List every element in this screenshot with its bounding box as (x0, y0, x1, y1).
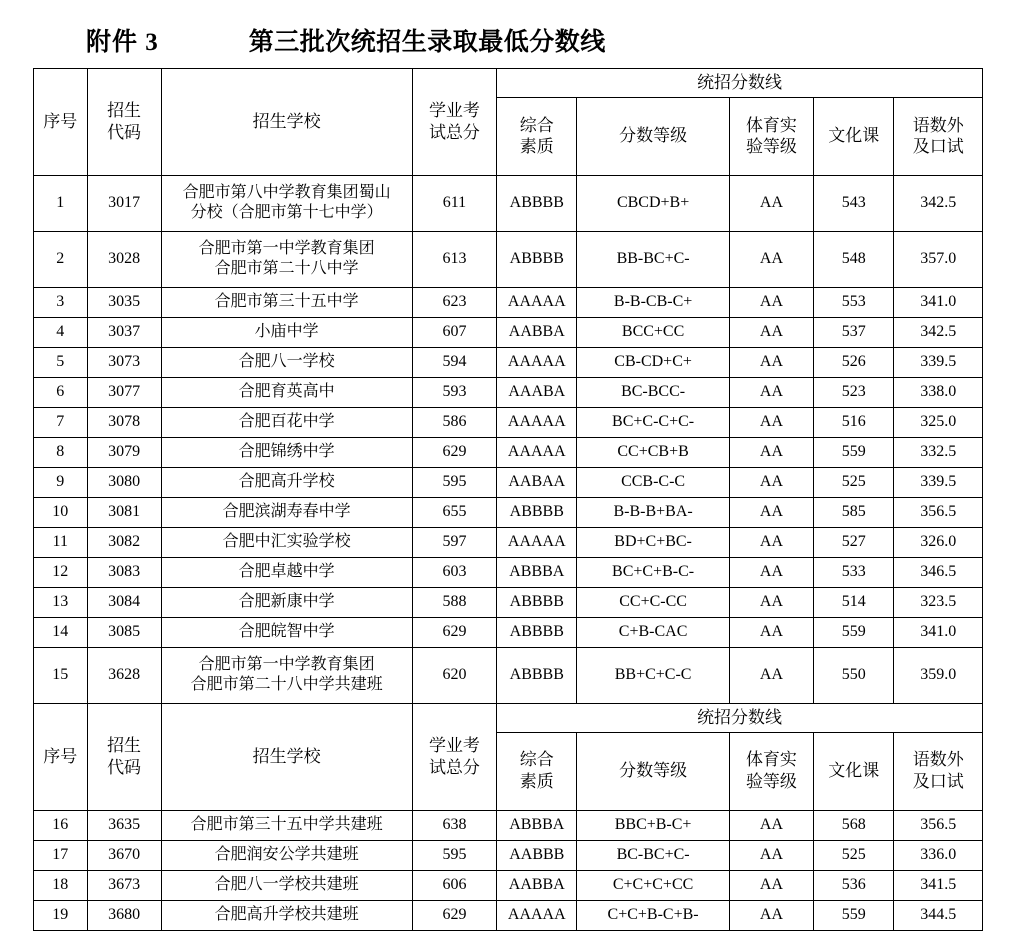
cell-pe: AA (729, 617, 813, 647)
cell-school (161, 647, 412, 703)
header-quality (497, 97, 577, 175)
table-row (34, 647, 983, 703)
cell-total: 623 (412, 287, 496, 317)
cell-code: 3680 (87, 900, 161, 930)
cell-grade: BC+C-C+C- (577, 407, 729, 437)
cell-pe: AA (729, 900, 813, 930)
school-line: 合肥市第一中学教育集团 (198, 655, 375, 673)
cell-seq: 16 (34, 810, 88, 840)
cell-total: 595 (412, 467, 496, 497)
cell-pe: AA (729, 317, 813, 347)
header-school-2: 招生学校 (161, 703, 412, 810)
header-pe (729, 97, 813, 175)
table-row (34, 175, 983, 231)
cell-school: 合肥滨湖寿春中学 (161, 497, 412, 527)
cell-lang: 356.5 (894, 497, 983, 527)
cell-culture: 559 (814, 437, 894, 467)
cell-culture: 527 (814, 527, 894, 557)
header-pe-line2: 验等级 (745, 772, 797, 791)
header-lang-line1: 语数外 (912, 750, 964, 770)
cell-grade: CB-CD+C+ (577, 347, 729, 377)
cell-school: 小庙中学 (161, 317, 412, 347)
cell-culture: 525 (814, 840, 894, 870)
table-row (34, 317, 983, 347)
cell-code: 3080 (87, 467, 161, 497)
header-pe-line2: 验等级 (745, 137, 797, 157)
cell-school (161, 231, 412, 287)
cell-culture: 548 (814, 231, 894, 287)
cell-seq: 15 (34, 647, 88, 703)
cell-grade: BCC+CC (577, 317, 729, 347)
cell-quality: ABBBB (497, 231, 577, 287)
header-quality-line2: 素质 (519, 137, 554, 157)
header-quality-2 (497, 732, 577, 810)
cell-lang: 341.0 (894, 617, 983, 647)
cell-school: 合肥市第三十五中学共建班 (161, 810, 412, 840)
header-total (412, 69, 496, 176)
cell-code: 3078 (87, 407, 161, 437)
cell-lang: 359.0 (894, 647, 983, 703)
cell-quality: AAAAA (497, 900, 577, 930)
school-line: 合肥市第一中学教育集团 (198, 239, 375, 257)
cell-seq: 1 (34, 175, 88, 231)
cell-culture: 559 (814, 900, 894, 930)
header-pe-2 (729, 732, 813, 810)
cell-code: 3017 (87, 175, 161, 231)
cell-seq: 8 (34, 437, 88, 467)
cell-culture: 550 (814, 647, 894, 703)
cell-seq: 2 (34, 231, 88, 287)
cell-pe: AA (729, 497, 813, 527)
cell-code: 3081 (87, 497, 161, 527)
header-seq: 序号 (34, 69, 88, 176)
table-row (34, 527, 983, 557)
cell-quality: ABBBB (497, 647, 577, 703)
cell-pe: AA (729, 467, 813, 497)
table-row (34, 587, 983, 617)
header-grade-2: 分数等级 (577, 732, 729, 810)
header-quality-line2: 素质 (519, 772, 554, 791)
cell-school: 合肥高升学校 (161, 467, 412, 497)
cell-total: 593 (412, 377, 496, 407)
cell-code: 3082 (87, 527, 161, 557)
cell-total: 638 (412, 810, 496, 840)
cell-total: 607 (412, 317, 496, 347)
header-total-line2: 试总分 (428, 757, 480, 777)
cell-grade: BD+C+BC- (577, 527, 729, 557)
cell-lang: 346.5 (894, 557, 983, 587)
header-group-score-line: 统招分数线 (497, 69, 983, 98)
header-lang-line1: 语数外 (912, 115, 964, 135)
header-culture: 文化课 (814, 97, 894, 175)
school-line: 合肥市第二十八中学共建班 (190, 676, 383, 694)
cell-total: 629 (412, 437, 496, 467)
cell-total: 597 (412, 527, 496, 557)
school-line: 合肥市第二十八中学 (214, 260, 359, 278)
cell-total: 586 (412, 407, 496, 437)
header-code-line1: 招生 (107, 735, 142, 755)
cell-lang: 341.5 (894, 870, 983, 900)
table-row (34, 377, 983, 407)
cell-quality: ABBBB (497, 497, 577, 527)
cell-quality: AABBA (497, 870, 577, 900)
cell-pe: AA (729, 437, 813, 467)
cell-grade: BB+C+C-C (577, 647, 729, 703)
cell-pe: AA (729, 347, 813, 377)
cell-code: 3037 (87, 317, 161, 347)
cell-quality: ABBBB (497, 617, 577, 647)
table-row (34, 497, 983, 527)
header-seq-2: 序号 (34, 703, 88, 810)
cell-quality: AAAAA (497, 437, 577, 467)
cell-culture: 516 (814, 407, 894, 437)
cell-lang: 356.5 (894, 810, 983, 840)
table-row (34, 900, 983, 930)
cell-seq: 12 (34, 557, 88, 587)
cell-total: 588 (412, 587, 496, 617)
attachment-label: 附件 3 (86, 29, 159, 56)
cell-lang: 325.0 (894, 407, 983, 437)
cell-quality: ABBBB (497, 587, 577, 617)
table-row (34, 231, 983, 287)
table-row (34, 287, 983, 317)
cell-school: 合肥中汇实验学校 (161, 527, 412, 557)
cell-total: 594 (412, 347, 496, 377)
cell-code: 3085 (87, 617, 161, 647)
cell-quality: AAAAA (497, 527, 577, 557)
cell-seq: 10 (34, 497, 88, 527)
cell-grade: CC+C-CC (577, 587, 729, 617)
cell-grade: CBCD+B+ (577, 175, 729, 231)
cell-culture: 536 (814, 870, 894, 900)
cell-total: 629 (412, 900, 496, 930)
cell-seq: 14 (34, 617, 88, 647)
cell-quality: ABBBA (497, 557, 577, 587)
cell-grade: BB-BC+C- (577, 231, 729, 287)
cell-code: 3077 (87, 377, 161, 407)
header-grade: 分数等级 (577, 97, 729, 175)
cell-culture: 514 (814, 587, 894, 617)
cell-grade: B-B-B+BA- (577, 497, 729, 527)
table-row (34, 617, 983, 647)
cell-total: 620 (412, 647, 496, 703)
cell-lang: 339.5 (894, 467, 983, 497)
header-culture-2: 文化课 (814, 732, 894, 810)
cell-total: 611 (412, 175, 496, 231)
cell-quality: ABBBB (497, 175, 577, 231)
cell-code: 3635 (87, 810, 161, 840)
header-pe-line1: 体育实 (745, 115, 797, 135)
cell-grade: BBC+B-C+ (577, 810, 729, 840)
cell-seq: 9 (34, 467, 88, 497)
page-title: 第三批次统招生录取最低分数线 (248, 29, 606, 56)
cell-seq: 13 (34, 587, 88, 617)
cell-pe: AA (729, 810, 813, 840)
cell-grade: CCB-C-C (577, 467, 729, 497)
cell-lang: 336.0 (894, 840, 983, 870)
cell-seq: 19 (34, 900, 88, 930)
cell-pe: AA (729, 587, 813, 617)
cell-lang: 339.5 (894, 347, 983, 377)
cell-school: 合肥卓越中学 (161, 557, 412, 587)
cell-seq: 6 (34, 377, 88, 407)
header-lang-line2: 及口试 (912, 772, 964, 791)
cell-seq: 11 (34, 527, 88, 557)
cell-seq: 7 (34, 407, 88, 437)
cell-lang: 342.5 (894, 317, 983, 347)
cell-code: 3670 (87, 840, 161, 870)
table-header-row-top-2 (34, 703, 983, 732)
cell-quality: AABAA (497, 467, 577, 497)
header-total-2 (412, 703, 496, 810)
table-row (34, 407, 983, 437)
cell-school: 合肥市第三十五中学 (161, 287, 412, 317)
cell-grade: BC-BCC- (577, 377, 729, 407)
cell-grade: C+B-CAC (577, 617, 729, 647)
cell-culture: 585 (814, 497, 894, 527)
header-group-score-line-2: 统招分数线 (497, 703, 983, 732)
cell-seq: 3 (34, 287, 88, 317)
cell-pe: AA (729, 870, 813, 900)
cell-lang: 341.0 (894, 287, 983, 317)
header-code-line2: 代码 (107, 122, 142, 142)
cell-culture: 525 (814, 467, 894, 497)
header-code-2 (87, 703, 161, 810)
cell-pe: AA (729, 231, 813, 287)
cell-code: 3079 (87, 437, 161, 467)
table-header-row-top (34, 69, 983, 98)
cell-school: 合肥高升学校共建班 (161, 900, 412, 930)
cell-culture: 553 (814, 287, 894, 317)
cell-pe: AA (729, 557, 813, 587)
header-quality-line1: 综合 (519, 750, 554, 770)
table-row (34, 810, 983, 840)
cell-code: 3673 (87, 870, 161, 900)
cell-grade: CC+CB+B (577, 437, 729, 467)
cell-seq: 4 (34, 317, 88, 347)
cell-culture: 543 (814, 175, 894, 231)
header-total-line1: 学业考 (428, 101, 480, 121)
header-lang-2 (894, 732, 983, 810)
cell-quality: AABBA (497, 317, 577, 347)
cell-school: 合肥新康中学 (161, 587, 412, 617)
score-line-table (33, 68, 983, 931)
cell-seq: 18 (34, 870, 88, 900)
cell-total: 603 (412, 557, 496, 587)
cell-lang: 344.5 (894, 900, 983, 930)
table-row (34, 557, 983, 587)
header-total-line2: 试总分 (428, 122, 480, 142)
cell-lang: 357.0 (894, 231, 983, 287)
cell-grade: BC+C+B-C- (577, 557, 729, 587)
cell-school: 合肥润安公学共建班 (161, 840, 412, 870)
cell-pe: AA (729, 407, 813, 437)
cell-lang: 326.0 (894, 527, 983, 557)
cell-culture: 537 (814, 317, 894, 347)
cell-school (161, 175, 412, 231)
header-pe-line1: 体育实 (745, 750, 797, 770)
cell-pe: AA (729, 287, 813, 317)
cell-code: 3028 (87, 231, 161, 287)
cell-pe: AA (729, 840, 813, 870)
cell-pe: AA (729, 377, 813, 407)
cell-grade: C+C+C+CC (577, 870, 729, 900)
cell-school: 合肥八一学校共建班 (161, 870, 412, 900)
cell-quality: AAAAA (497, 407, 577, 437)
cell-seq: 17 (34, 840, 88, 870)
header-lang (894, 97, 983, 175)
cell-school: 合肥百花中学 (161, 407, 412, 437)
school-line: 合肥市第八中学教育集团蜀山 (182, 183, 391, 201)
cell-quality: AAABA (497, 377, 577, 407)
cell-code: 3073 (87, 347, 161, 377)
cell-grade: BC-BC+C- (577, 840, 729, 870)
school-line: 分校（合肥市第十七中学） (190, 204, 383, 222)
cell-quality: AABBB (497, 840, 577, 870)
cell-total: 655 (412, 497, 496, 527)
table-row (34, 347, 983, 377)
cell-lang: 323.5 (894, 587, 983, 617)
cell-total: 613 (412, 231, 496, 287)
header-lang-line2: 及口试 (912, 137, 964, 157)
cell-quality: AAAAA (497, 347, 577, 377)
table-row (34, 467, 983, 497)
cell-culture: 568 (814, 810, 894, 840)
table-row (34, 870, 983, 900)
table-row (34, 840, 983, 870)
cell-school: 合肥锦绣中学 (161, 437, 412, 467)
cell-pe: AA (729, 175, 813, 231)
cell-lang: 338.0 (894, 377, 983, 407)
cell-grade: C+C+B-C+B- (577, 900, 729, 930)
cell-quality: ABBBA (497, 810, 577, 840)
document-header (0, 0, 1016, 68)
cell-code: 3035 (87, 287, 161, 317)
table-row (34, 437, 983, 467)
cell-code: 3628 (87, 647, 161, 703)
header-quality-line1: 综合 (519, 115, 554, 135)
cell-school: 合肥八一学校 (161, 347, 412, 377)
cell-culture: 526 (814, 347, 894, 377)
cell-grade: B-B-CB-C+ (577, 287, 729, 317)
cell-total: 606 (412, 870, 496, 900)
cell-code: 3083 (87, 557, 161, 587)
header-code-line2: 代码 (107, 757, 142, 777)
cell-pe: AA (729, 647, 813, 703)
cell-total: 629 (412, 617, 496, 647)
header-total-line1: 学业考 (428, 735, 480, 755)
header-code-line1: 招生 (107, 101, 142, 121)
cell-lang: 332.5 (894, 437, 983, 467)
cell-seq: 5 (34, 347, 88, 377)
cell-culture: 559 (814, 617, 894, 647)
cell-code: 3084 (87, 587, 161, 617)
cell-quality: AAAAA (497, 287, 577, 317)
cell-culture: 533 (814, 557, 894, 587)
header-code (87, 69, 161, 176)
cell-total: 595 (412, 840, 496, 870)
header-school: 招生学校 (161, 69, 412, 176)
cell-lang: 342.5 (894, 175, 983, 231)
cell-pe: AA (729, 527, 813, 557)
cell-school: 合肥育英高中 (161, 377, 412, 407)
cell-school: 合肥皖智中学 (161, 617, 412, 647)
cell-culture: 523 (814, 377, 894, 407)
